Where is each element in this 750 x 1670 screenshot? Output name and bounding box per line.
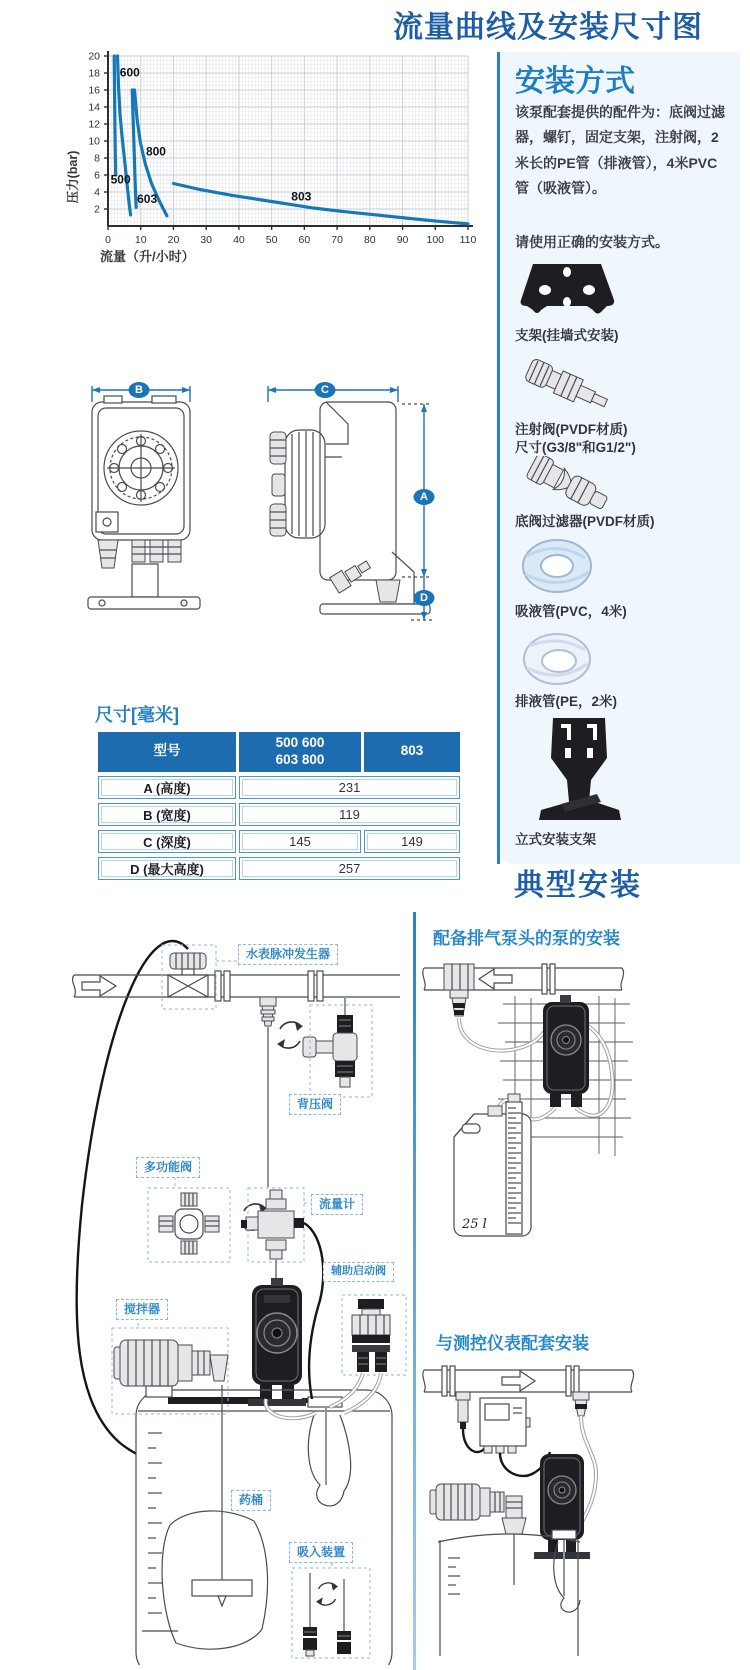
suction-device-label: 吸入装置 <box>289 1542 353 1563</box>
svg-text:2: 2 <box>94 203 100 216</box>
svg-text:0: 0 <box>105 234 111 246</box>
svg-text:70: 70 <box>331 234 343 246</box>
typical-installation-heading: 典型安装 <box>514 869 642 902</box>
table-row <box>98 803 460 826</box>
multi-function-valve-label: 多功能阀 <box>136 1157 200 1178</box>
svg-text:12: 12 <box>88 118 100 131</box>
degassing-install-diagram <box>418 956 740 1248</box>
install-method-heading: 安装方式 <box>515 65 635 98</box>
discharge-tube-image <box>517 628 597 690</box>
svg-text:80: 80 <box>363 234 376 246</box>
svg-text:4: 4 <box>94 186 100 199</box>
row-label: A (高度) <box>98 776 236 799</box>
svg-text:18: 18 <box>88 67 100 80</box>
dimensions-table <box>95 728 463 884</box>
svg-text:20: 20 <box>88 50 100 63</box>
row-value2: 149 <box>364 830 460 853</box>
install-method-note: 请使用正确的安装方式。 <box>515 234 669 250</box>
table-row <box>98 776 460 799</box>
chart-x-axis-label: 流量（升/小时） <box>100 249 195 264</box>
svg-text:603: 603 <box>137 192 158 207</box>
svg-text:10: 10 <box>88 135 100 148</box>
pump-dimension-drawings <box>80 372 460 634</box>
row-value: 145 <box>239 830 361 853</box>
row-label: B (宽度) <box>98 803 236 826</box>
svg-text:20: 20 <box>167 234 180 246</box>
svg-text:40: 40 <box>233 234 245 246</box>
row-value: 231 <box>239 776 460 799</box>
row-value: 119 <box>239 803 460 826</box>
svg-text:800: 800 <box>145 144 166 159</box>
table-header-row <box>98 732 460 772</box>
svg-text:600: 600 <box>119 65 140 80</box>
install-method-paragraph: 该泵配套提供的配件为：底阀过滤器，螺钉，固定支架，注射阀，2米长的PE管（排液管），4米PVC管（吸液管）。 <box>515 104 725 197</box>
back-pressure-valve-label: 背压阀 <box>289 1094 341 1115</box>
svg-text:6: 6 <box>94 169 100 182</box>
dimension-marker-A: A <box>414 489 435 505</box>
svg-text:14: 14 <box>88 101 100 114</box>
aux-start-valve-label: 辅助启动阀 <box>323 1262 394 1282</box>
svg-text:500: 500 <box>110 172 131 187</box>
install-method-panel <box>497 52 740 864</box>
page-title: 流量曲线及安装尺寸图 <box>393 11 703 44</box>
injection-valve-caption: 注射阀(PVDF材质) <box>515 422 628 437</box>
col-group1-line2: 603 800 <box>275 751 325 767</box>
table-row <box>98 857 460 880</box>
jerrycan-volume-label: 25 l <box>462 1217 487 1232</box>
svg-text:16: 16 <box>88 84 100 97</box>
chart-y-axis-label: 压力(bar) <box>66 150 80 204</box>
flow-meter-label: 流量计 <box>311 1194 363 1215</box>
dimension-marker-B: B <box>129 382 150 398</box>
row-label: D (最大高度) <box>98 857 236 880</box>
svg-text:8: 8 <box>94 152 100 165</box>
column-divider <box>413 912 416 1670</box>
injection-valve-size-caption: 尺寸(G3/8"和G1/2") <box>515 440 636 455</box>
svg-text:50: 50 <box>265 234 278 246</box>
injection-valve-image <box>517 358 627 420</box>
instrument-install-heading: 与测控仪表配套安装 <box>436 1334 589 1353</box>
table-row <box>98 830 460 853</box>
suction-tube-image <box>517 534 597 598</box>
vertical-stand-image <box>531 714 627 826</box>
dimension-marker-C: C <box>315 382 336 398</box>
svg-text:100: 100 <box>426 234 445 246</box>
water-meter-label: 水表脉冲发生器 <box>238 944 338 965</box>
mixer-label: 搅拌器 <box>116 1299 168 1320</box>
svg-text:110: 110 <box>459 234 477 246</box>
svg-text:90: 90 <box>396 234 409 246</box>
flow-curve-chart <box>70 46 482 258</box>
wall-bracket-caption: 支架(挂墙式安装) <box>515 328 619 343</box>
degassing-install-heading: 配备排气泵头的泵的安装 <box>433 929 620 948</box>
discharge-tube-caption: 排液管(PE，2米) <box>515 694 618 709</box>
instrument-install-diagram <box>418 1360 740 1660</box>
svg-text:60: 60 <box>298 234 311 246</box>
dimensions-heading: 尺寸[毫米] <box>95 705 179 725</box>
vertical-divider <box>497 52 500 864</box>
col-group1-line1: 500 600 <box>275 735 325 750</box>
tank-label: 药桶 <box>231 1490 271 1511</box>
svg-text:30: 30 <box>200 234 213 246</box>
wall-bracket-image <box>517 260 617 320</box>
col-group1-header <box>239 732 361 772</box>
foot-valve-filter-caption: 底阀过滤器(PVDF材质) <box>515 514 655 529</box>
col-group2-header: 803 <box>364 732 460 772</box>
svg-text:10: 10 <box>134 234 147 246</box>
row-label: C (深度) <box>98 830 236 853</box>
dimension-marker-D: D <box>414 590 435 606</box>
foot-valve-filter-image <box>517 456 627 516</box>
col-model-header: 型号 <box>98 732 236 772</box>
suction-tube-caption: 吸液管(PVC，4米) <box>515 604 627 619</box>
row-value: 257 <box>239 857 460 880</box>
svg-text:803: 803 <box>291 189 312 204</box>
vertical-stand-caption: 立式安装支架 <box>515 832 596 847</box>
